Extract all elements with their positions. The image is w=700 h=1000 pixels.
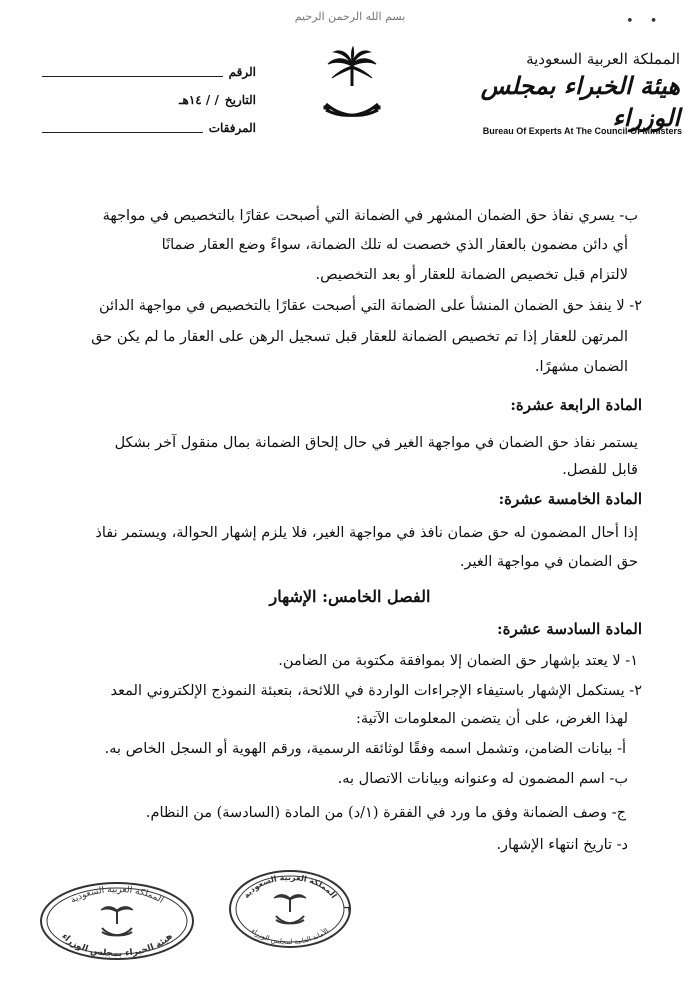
article-16-item2-line2: لهذا الغرض، على أن يتضمن المعلومات الآتية: — [356, 711, 628, 727]
date-value: / / ١٤هـ — [178, 93, 219, 107]
article-14-line2: قابل للفصل. — [562, 462, 638, 478]
para-b-line1: ب- يسري نفاذ حق الضمان المشهر في الضمانة التي أصبحت عقارًا بالتخصيص في مواجهة — [102, 208, 638, 224]
article-16-item-b: ب- اسم المضمون له وعنوانه وبيانات الاتصال به. — [337, 771, 628, 787]
stamp-center — [228, 868, 352, 950]
article-14-line1: يستمر نفاذ حق الضمان في مواجهة الغير في حال إلحاق الضمانة بمال منقول آخر بشكل — [114, 435, 638, 451]
page-number: ٦ — [344, 904, 351, 919]
article-16-item-a: أ- بيانات الضامن، وتشمل اسمه وفقًا لوثائقه الرسمية، ورقم الهوية أو السجل الخاص به. — [104, 741, 626, 757]
para-2-line3: الضمان مشهرًا. — [534, 359, 628, 375]
para-b-line2: أي دائن مضمون بالعقار الذي خصصت له تلك الضمانة، سواءً وضع العقار ضمانًا — [161, 237, 628, 253]
article-15-heading: المادة الخامسة عشرة: — [498, 490, 642, 508]
article-16-heading: المادة السادسة عشرة: — [497, 620, 642, 638]
article-16-item-d: د- تاريخ انتهاء الإشهار. — [496, 837, 628, 853]
stamp-left-top-text: المملكة العربية السعودية — [69, 884, 166, 906]
stamp-center-top-text: المملكة العربية السعودية — [241, 872, 339, 900]
stamp-left-bottom-text: هيئة الخبراء بمجلس الوزراء — [59, 931, 175, 960]
article-16-item2-line1: ٢- يستكمل الإشهار باستيفاء الإجراءات الواردة في اللائحة، بتعبئة النموذج الإلكتروني المعد — [110, 683, 642, 699]
article-16-item-c: ج- وصف الضمانة وفق ما ورد في الفقرة (١/د) من المادة (السادسة) من النظام. — [145, 805, 626, 821]
ref-number-label: الرقم — [228, 65, 256, 79]
org-name-country: المملكة العربية السعودية — [526, 50, 680, 68]
org-name-bureau: هيئة الخبراء بمجلس الوزراء — [480, 71, 680, 132]
article-15-line2: حق الضمان في مواجهة الغير. — [459, 554, 638, 570]
reference-block — [36, 58, 256, 142]
svg-text:المملكة العربية السعودية — [69, 885, 165, 906]
org-name-english: Bureau Of Experts At The Council Of Ministers — [482, 126, 682, 136]
date-row — [36, 86, 256, 114]
article-15-line1: إذا أحال المضمون له حق ضمان نافذ في مواجهة الغير، فلا يلزم إشهار الحوالة، ويستمر نفاذ — [95, 525, 638, 541]
stamp-center-bottom-text: الأمانة العامة لمجلس الوزراء — [249, 926, 331, 947]
ref-number-line — [42, 68, 223, 77]
stamp-center-emblem-icon — [274, 895, 306, 924]
article-16-item1: ١- لا يعتد بإشهار حق الضمان إلا بموافقة مكتوبة من الضامن. — [278, 653, 638, 669]
corner-dots: • • — [626, 14, 664, 29]
stamp-left-emblem-icon — [101, 907, 133, 936]
attachments-label: المرفقات — [208, 121, 256, 135]
para-2-line1: ٢- لا ينفذ حق الضمان المنشأ على الضمانة التي أصبحت عقارًا بالتخصيص في مواجهة الدائن — [99, 298, 642, 314]
para-2-line2: المرتهن للعقار إذا تم تخصيص الضمانة للعقار قبل تسجيل الرهن على العقار ما لم يكن حق — [91, 329, 628, 345]
palm-swords-emblem-icon — [322, 46, 382, 126]
chapter-5-title: الفصل الخامس: الإشهار — [269, 587, 431, 606]
attachments-row — [36, 114, 256, 142]
basmala-text: بسم الله الرحمن الرحيم — [294, 10, 406, 23]
ref-number-row — [36, 58, 256, 86]
para-b-line3: لالتزام قبل تخصيص الضمانة للعقار أو بعد التخصيص. — [315, 267, 628, 283]
stamp-left — [38, 880, 196, 962]
article-14-heading: المادة الرابعة عشرة: — [510, 396, 642, 414]
date-label: التاريخ — [224, 93, 256, 107]
attachments-line — [42, 124, 203, 133]
